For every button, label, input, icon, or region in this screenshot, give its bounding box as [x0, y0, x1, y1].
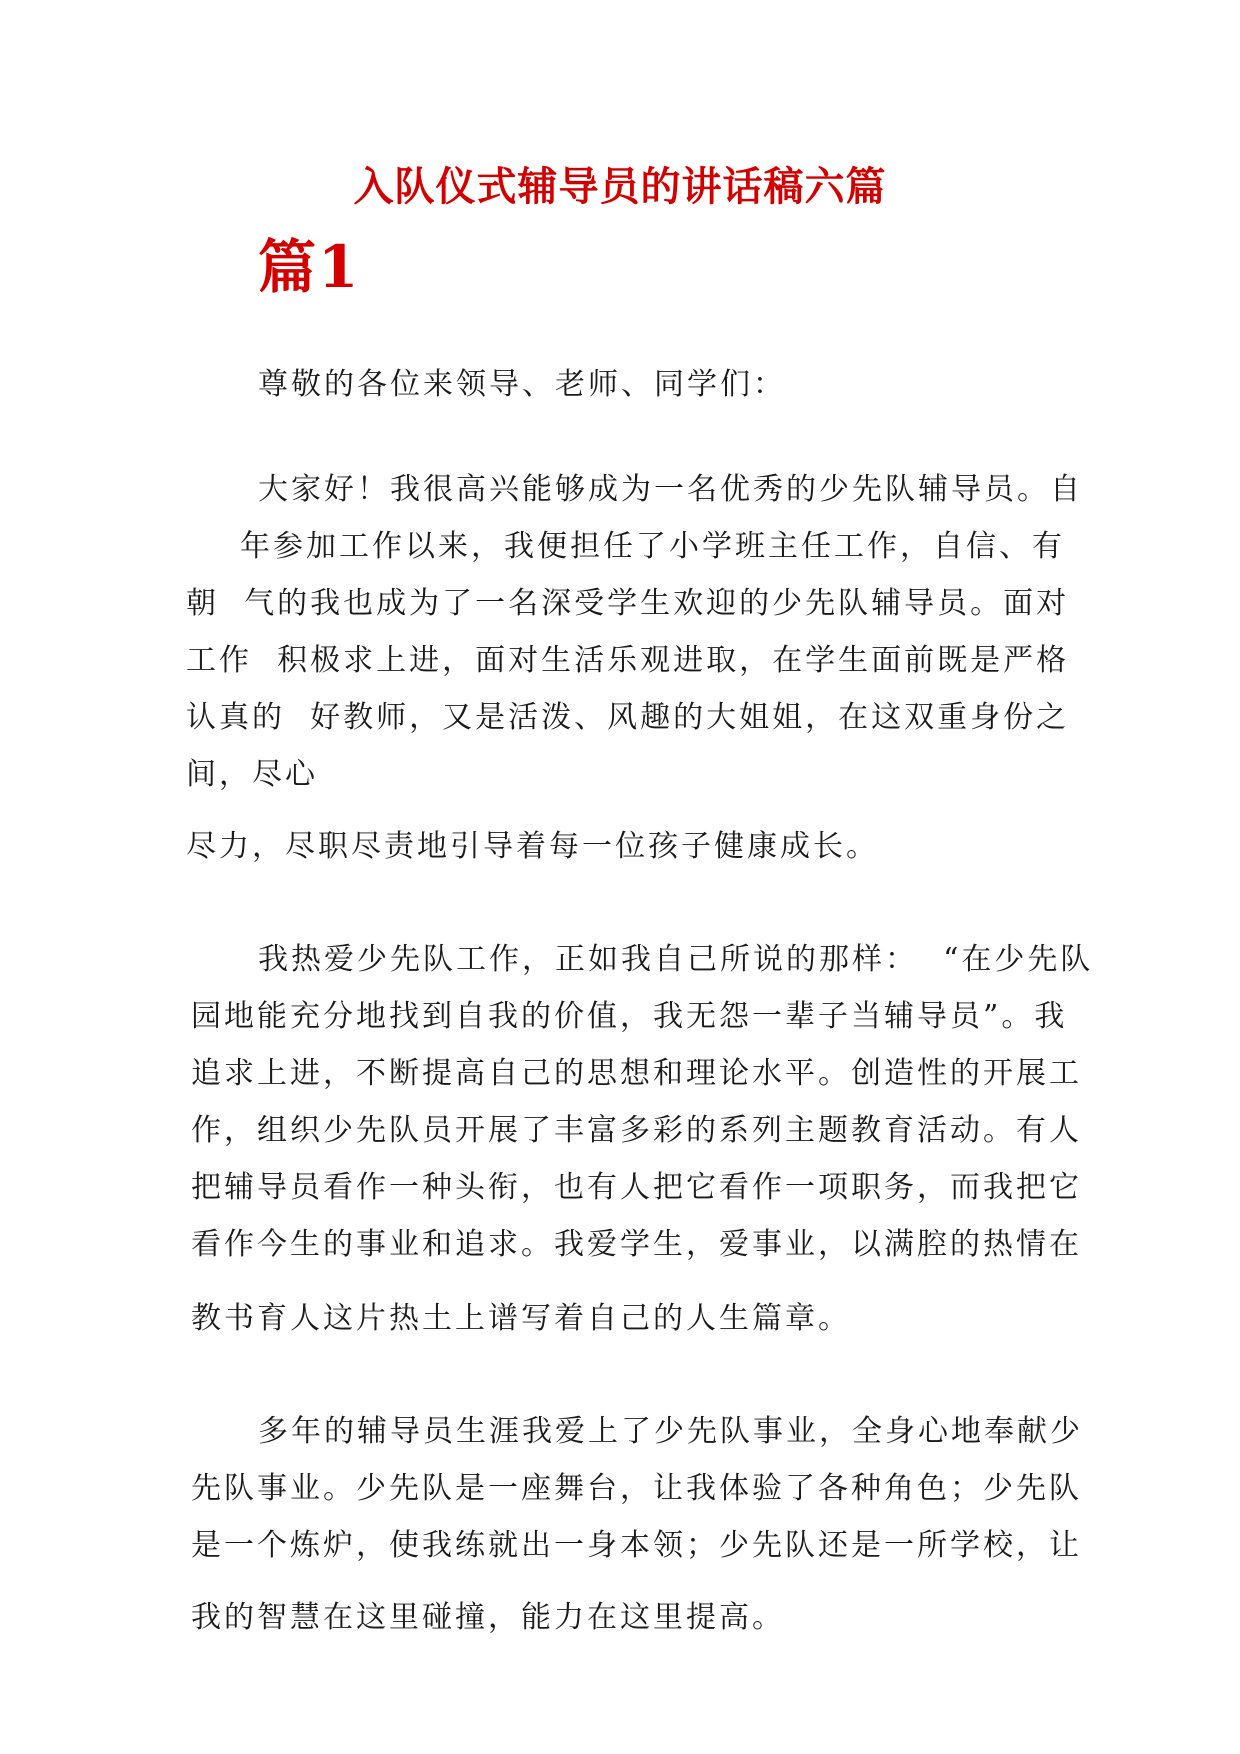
paragraph-2-line: 追求上进，不断提高自己的思想和理论水平。创造性的开展工 [191, 1056, 1082, 1091]
paragraph-3-line: 是一个炼炉，使我练就出一身本领；少先队还是一所学校，让 [191, 1528, 1082, 1563]
paragraph-1-line: 认真的 好教师，又是活泼、风趣的大姐姐，在这双重身份之 [186, 700, 1070, 735]
paragraph-2-line: 我热爱少先队工作，正如我自己所说的那样： “在少先队 [258, 942, 1094, 977]
paragraph-1-line: 朝 气的我也成为了一名深受学生欢迎的少先队辅导员。面对 [186, 586, 1070, 621]
paragraph-2-line: 园地能充分地找到自我的价值，我无怨一辈子当辅导员”。我 [191, 999, 1068, 1034]
document-title: 入队仪式辅导员的讲话稿六篇 [353, 163, 887, 210]
section-heading: 篇1 [258, 233, 361, 301]
paragraph-3-line: 先队事业。少先队是一座舞台，让我体验了各种角色；少先队 [191, 1471, 1082, 1506]
paragraph-2-line: 看作今生的事业和追求。我爱学生，爱事业，以满腔的热情在 [191, 1227, 1082, 1262]
greeting-line: 尊敬的各位来领导、老师、同学们： [258, 367, 786, 402]
paragraph-3-line: 我的智慧在这里碰撞，能力在这里提高。 [191, 1600, 785, 1635]
paragraph-3-line: 多年的辅导员生涯我爱上了少先队事业，全身心地奉献少 [258, 1414, 1083, 1449]
paragraph-2-line: 把辅导员看作一种头衔，也有人把它看作一项职务，而我把它 [191, 1170, 1082, 1205]
paragraph-2-line: 教书育人这片热土上谱写着自己的人生篇章。 [191, 1301, 851, 1336]
paragraph-1-line: 尽力，尽职尽责地引导着每一位孩子健康成长。 [186, 829, 879, 864]
paragraph-1-line: 间，尽心 [186, 757, 318, 792]
paragraph-1-line: 大家好！我很高兴能够成为一名优秀的少先队辅导员。自 [258, 472, 1083, 507]
paragraph-1-line: 年参加工作以来，我便担任了小学班主任工作，自信、有 [240, 529, 1065, 564]
paragraph-1-line: 工作 积极求上进，面对生活乐观进取，在学生面前既是严格 [186, 643, 1070, 678]
paragraph-2-line: 作，组织少先队员开展了丰富多彩的系列主题教育活动。有人 [191, 1113, 1082, 1148]
